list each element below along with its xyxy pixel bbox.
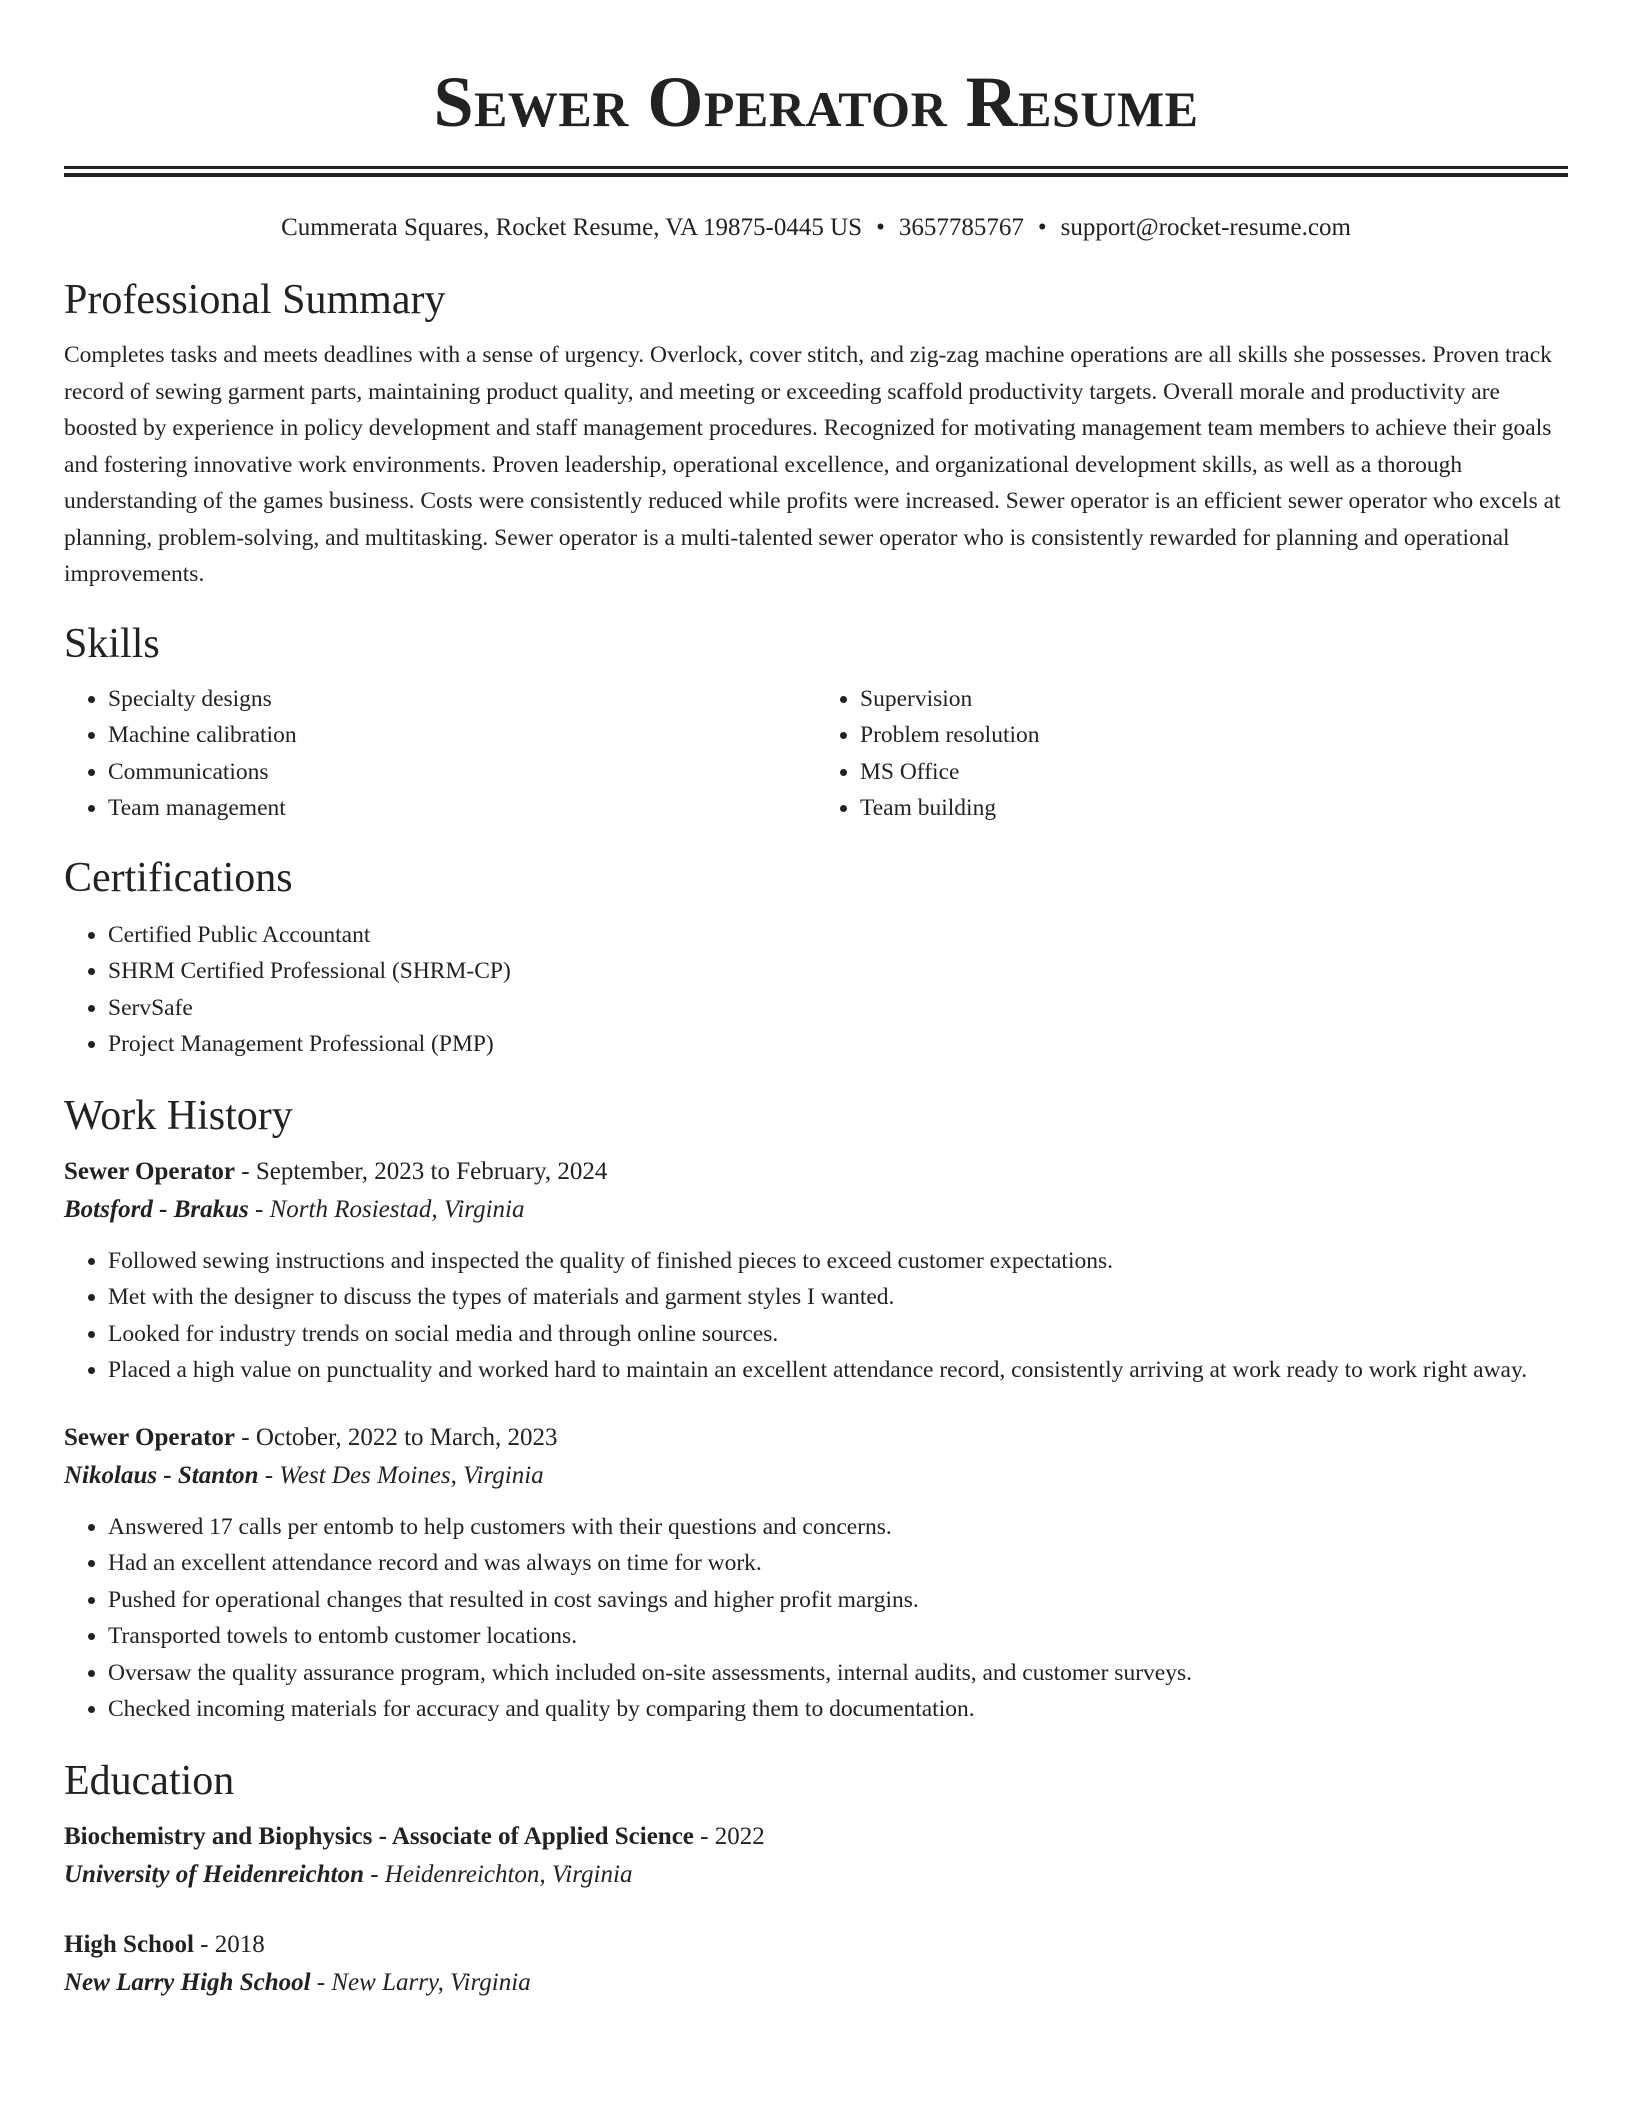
summary-heading: Professional Summary (64, 277, 446, 323)
resume-title: Sewer Operator Resume (433, 62, 1199, 142)
job-duty-item: • Answered 17 calls per entomb to help customers with their questions and concerns. (108, 1509, 1568, 1546)
skill-item: • Specialty designs (108, 681, 816, 718)
job-duty-item: • Looked for industry trends on social media and through online sources. (108, 1316, 1568, 1353)
skill-item: • MS Office (860, 754, 1568, 791)
contact-address: Cummerata Squares, Rocket Resume, VA 19875-0445 US (281, 214, 863, 241)
certification-item: • SHRM Certified Professional (SHRM-CP) (108, 953, 1568, 990)
skill-item: • Team management (108, 790, 816, 827)
job-duty-item: • Had an excellent attendance record and was always on time for work. (108, 1545, 1568, 1582)
job-duties-list (64, 1243, 1568, 1389)
education-school-line (64, 1964, 1568, 2002)
job-title-line (64, 1153, 1568, 1191)
job-company-line (64, 1191, 1568, 1229)
skills-column-left (64, 681, 816, 827)
skill-item: • Supervision (860, 681, 1568, 718)
job-duty-item: • Placed a high value on punctuality and worked hard to maintain an excellent attendance record, consistently arriving at work ready to work right away. (108, 1352, 1568, 1389)
title-divider (64, 166, 1568, 177)
education-school-line (64, 1856, 1568, 1894)
contact-separator: • (876, 214, 885, 241)
job-duty-item: • Oversaw the quality assurance program, which included on-site assessments, internal audits, and customer surveys. (108, 1655, 1568, 1692)
skills-list (64, 681, 1568, 827)
contact-phone: 3657785767 (898, 214, 1024, 241)
skill-item: • Problem resolution (860, 717, 1568, 754)
job-duty-item: • Met with the designer to discuss the types of materials and garment styles I wanted. (108, 1279, 1568, 1316)
education-degree-line (64, 1818, 1568, 1856)
education-entry (64, 1818, 1568, 1894)
education-degree: Biochemistry and Biophysics - Associate of Applied Science (64, 1822, 694, 1850)
education-degree: High School (64, 1930, 194, 1958)
job-dates: - October, 2022 to March, 2023 (235, 1423, 558, 1451)
job-duty-item: • Followed sewing instructions and inspected the quality of finished pieces to exceed customer expectations. (108, 1243, 1568, 1280)
job-duty-item: • Checked incoming materials for accuracy and quality by comparing them to documentation. (108, 1691, 1568, 1728)
job-location: - North Rosiestad, Virginia (248, 1195, 525, 1223)
work-history-heading: Work History (64, 1092, 293, 1139)
education-heading: Education (64, 1757, 235, 1804)
education-entry (64, 1926, 1568, 2002)
job-entry (64, 1153, 1568, 1389)
job-title-line (64, 1419, 1568, 1457)
certification-item: • Certified Public Accountant (108, 917, 1568, 954)
certifications-list (64, 917, 1568, 1063)
skill-item: • Team building (860, 790, 1568, 827)
job-company: Nikolaus - Stanton (64, 1461, 259, 1489)
certifications-heading: Certifications (64, 854, 293, 901)
skills-column-right (816, 681, 1568, 827)
job-entry (64, 1419, 1568, 1728)
job-dates: - September, 2023 to February, 2024 (235, 1157, 608, 1185)
job-duties-list (64, 1509, 1568, 1728)
skills-heading: Skills (64, 620, 160, 667)
contact-separator: • (1037, 214, 1047, 241)
job-title: Sewer Operator (64, 1157, 236, 1185)
contact-line (64, 211, 1568, 245)
job-duty-item: • Pushed for operational changes that resulted in cost savings and higher profit margins. (108, 1582, 1568, 1619)
certification-item: • Project Management Professional (PMP) (108, 1026, 1568, 1063)
education-location: - Heidenreichton, Virginia (363, 1860, 633, 1888)
education-year: - 2018 (193, 1930, 265, 1958)
education-degree-line (64, 1926, 1568, 1964)
contact-email: support@rocket-resume.com (1060, 214, 1351, 241)
job-company-line (64, 1457, 1568, 1495)
certification-item: • ServSafe (108, 990, 1568, 1027)
education-location: - New Larry, Virginia (310, 1968, 531, 1996)
education-school: New Larry High School (64, 1968, 311, 1996)
job-title: Sewer Operator (64, 1423, 236, 1451)
job-duty-item: • Transported towels to entomb customer locations. (108, 1618, 1568, 1655)
job-company: Botsford - Brakus (64, 1195, 249, 1223)
education-year: - 2022 (693, 1822, 765, 1850)
skill-item: • Machine calibration (108, 717, 816, 754)
job-location: - West Des Moines, Virginia (258, 1461, 544, 1489)
education-school: University of Heidenreichton (64, 1860, 364, 1888)
summary-text: Completes tasks and meets deadlines with a sense of urgency. Overlock, cover stitch, and zig-zag machine operations are all skills she possesses. Proven track record of sewing garment parts, maintaining product quality, and meeting or exceeding scaffold productivity targets. Overall morale and productivity are boosted by experience in policy development and staff management procedures. Recognized for motivating management team members to achieve their goals and fostering innovative work environments. Proven leadership, operational excellence, and organizational development skills, as well as a thorough understanding of the games business. Costs were consistently reduced while profits were increased. Sewer operator is an efficient sewer operator who excels at planning, problem-solving, and multitasking. Sewer operator is a multi-talented sewer operator who is consistently rewarded for planning and operational improvements. (64, 342, 1561, 587)
skill-item: • Communications (108, 754, 816, 791)
